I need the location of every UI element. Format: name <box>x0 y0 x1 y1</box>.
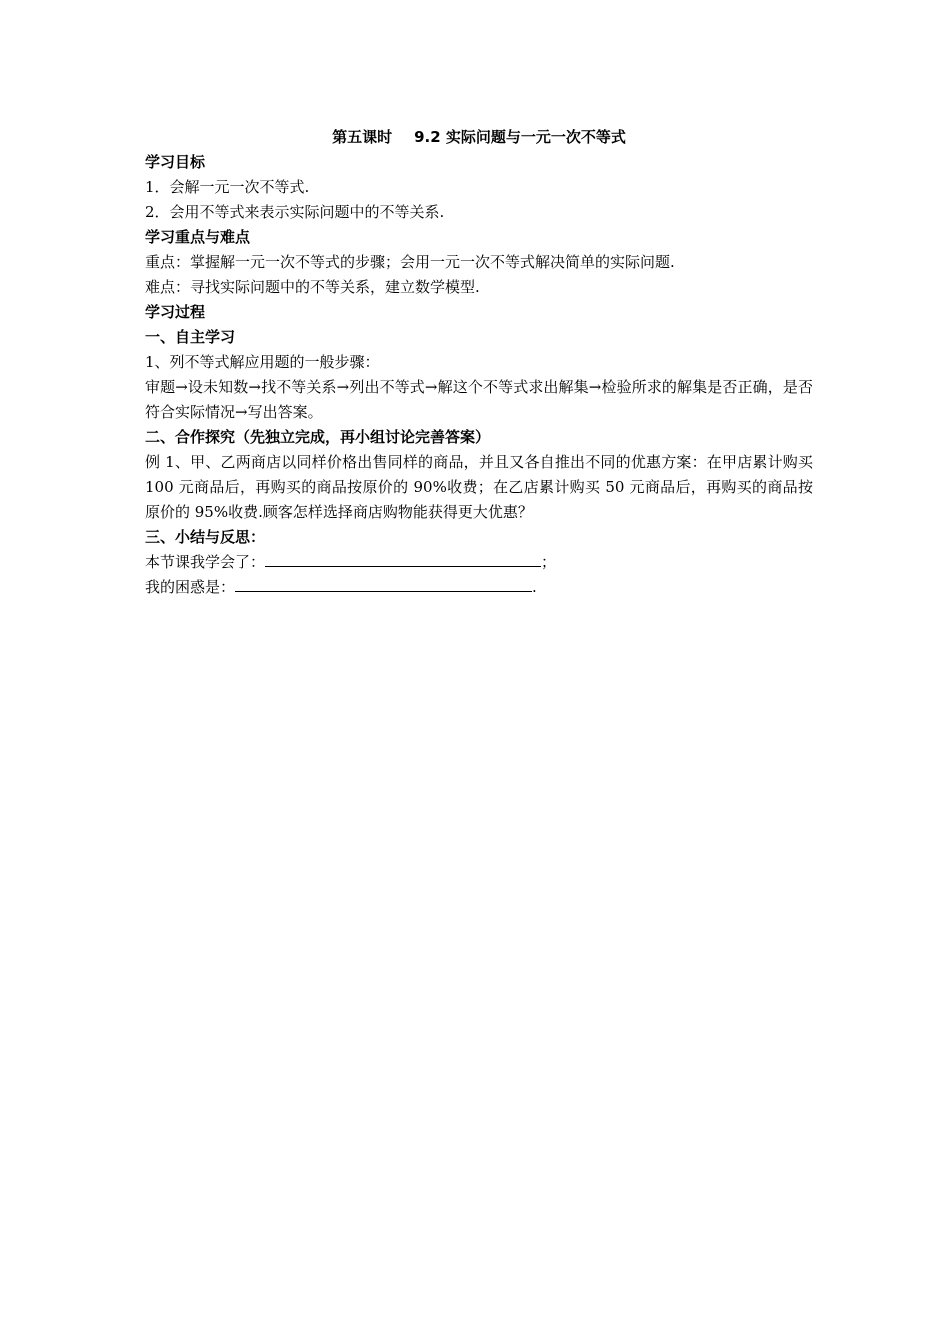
self-study-item: 1、列不等式解应用题的一般步骤： <box>145 353 380 371</box>
goal-item-1: 1．会解一元一次不等式. <box>145 178 310 196</box>
confusion-line <box>145 575 813 600</box>
summary-line <box>145 550 813 575</box>
worksheet-page <box>145 124 813 600</box>
lesson-topic: 9.2 实际问题与一元一次不等式 <box>414 128 626 146</box>
summary-end-punct: ； <box>541 553 557 571</box>
process-heading: 学习过程 <box>145 303 206 321</box>
self-study-heading: 一、自主学习 <box>145 328 236 346</box>
example-1-paragraph: 例 1、甲、乙两商店以同样价格出售同样的商品，并且又各自推出不同的优惠方案：在甲店累计购买 100 元商品后，再购买的商品按原价的 90%收费；在乙店累计购买 50 元商品后，再购买的商品按原价的 95%收费.顾客怎样选择商店购物能获得更大优惠？ <box>145 453 813 521</box>
lesson-number: 第五课时 <box>332 128 393 146</box>
key-difficult-heading: 学习重点与难点 <box>145 228 251 246</box>
summary-reflection-heading: 三、小结与反思： <box>145 528 266 546</box>
summary-label: 本节课我学会了： <box>145 553 266 571</box>
key-point: 重点：掌握解一元一次不等式的步骤；会用一元一次不等式解决简单的实际问题. <box>145 253 675 271</box>
page-title <box>145 124 813 150</box>
goal-item-2: 2．会用不等式来表示实际问题中的不等关系. <box>145 203 445 221</box>
confusion-answer-blank[interactable] <box>235 575 532 592</box>
confusion-label: 我的困惑是： <box>145 578 236 596</box>
difficult-point: 难点：寻找实际问题中的不等关系，建立数学模型. <box>145 278 480 296</box>
goals-heading: 学习目标 <box>145 153 206 171</box>
confusion-end-punct: . <box>532 578 537 596</box>
cooperative-inquiry-heading: 二、合作探究（先独立完成，再小组讨论完善答案） <box>145 428 491 446</box>
solving-steps-paragraph: 审题→设未知数→找不等关系→列出不等式→解这个不等式求出解集→检验所求的解集是否正确，是否符合实际情况→写出答案。 <box>145 378 813 421</box>
summary-answer-blank[interactable] <box>265 550 541 567</box>
